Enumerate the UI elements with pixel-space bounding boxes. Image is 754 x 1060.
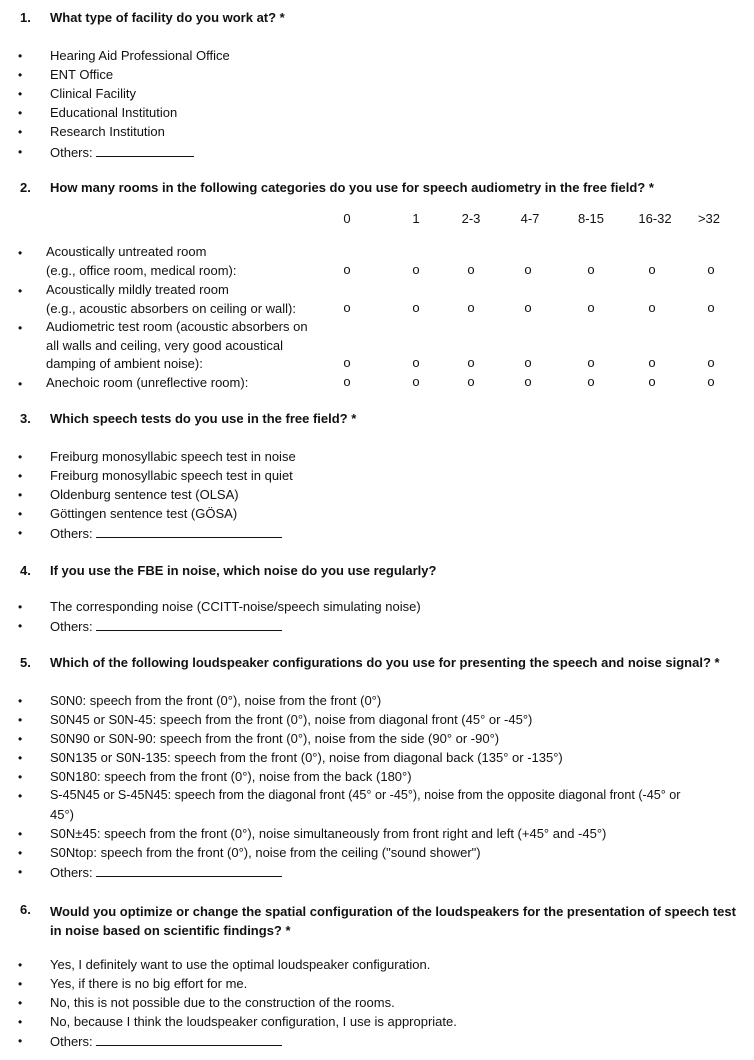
radio-option[interactable]: o (707, 374, 715, 389)
bullet: • (18, 827, 23, 841)
room-row-label (46, 318, 308, 374)
bullet: • (18, 526, 23, 540)
option-others[interactable] (50, 864, 282, 880)
bullet: • (18, 321, 23, 335)
option-label: Others: (50, 526, 93, 541)
option-label[interactable]: S0N90 or S0N-90: speech from the front (0°), noise from the side (90° or -90°) (50, 731, 500, 746)
bullet: • (18, 49, 23, 63)
bullet: • (18, 377, 23, 391)
option-label[interactable]: Yes, I definitely want to use the optimal loudspeaker configuration. (50, 957, 431, 972)
label-line: (e.g., office room, medical room): (46, 262, 237, 278)
column-header: >32 (697, 211, 721, 226)
question-text (50, 902, 736, 940)
option-label[interactable]: The corresponding noise (CCITT-noise/speech simulating noise) (50, 599, 421, 614)
column-header: 1 (412, 211, 420, 226)
radio-option[interactable]: o (648, 300, 656, 315)
question-number: 6. (20, 902, 31, 917)
bullet: • (18, 125, 23, 139)
option-label[interactable]: Educational Institution (50, 105, 178, 120)
bullet: • (18, 450, 23, 464)
question-number: 4. (20, 563, 31, 578)
option-label[interactable]: Yes, if there is no big effort for me. (50, 976, 248, 991)
radio-option[interactable]: o (412, 262, 420, 277)
question-text-line: in noise based on scientific findings? * (50, 923, 291, 938)
bullet: • (18, 732, 23, 746)
label-line: Acoustically mildly treated room (46, 282, 229, 297)
question-number: 3. (20, 411, 31, 426)
room-row-label (46, 243, 237, 280)
option-label[interactable]: Göttingen sentence test (GÖSA) (50, 506, 238, 521)
question-2-title (20, 180, 654, 195)
question-text-line: Would you optimize or change the spatial configuration of the loudspeakers for the presentation of speech test (50, 904, 736, 919)
question-number: 5. (20, 655, 31, 670)
others-input-line[interactable] (96, 618, 282, 631)
bullet: • (18, 1034, 23, 1048)
label-line: Anechoic room (unreflective room): (46, 375, 249, 390)
bullet: • (18, 770, 23, 784)
bullet: • (18, 694, 23, 708)
option-others[interactable] (50, 144, 194, 160)
column-header: 4-7 (520, 211, 540, 226)
question-number: 1. (20, 10, 31, 25)
radio-option[interactable]: o (467, 300, 475, 315)
radio-option[interactable]: o (343, 374, 351, 389)
bullet: • (18, 846, 23, 860)
bullet: • (18, 865, 23, 879)
option-label[interactable]: S0N135 or S0N-135: speech from the front (0°), noise from diagonal back (135° or -135°) (50, 750, 563, 765)
label-line: (e.g., acoustic absorbers on ceiling or wall): (46, 300, 297, 316)
option-label[interactable]: S0N0: speech from the front (0°), noise from the front (0°) (50, 693, 382, 708)
radio-option[interactable]: o (524, 374, 532, 389)
radio-option[interactable]: o (707, 300, 715, 315)
option-label[interactable]: S0Ntop: speech from the front (0°), noise from the ceiling ("sound shower") (50, 845, 481, 860)
option-label[interactable]: No, because I think the loudspeaker configuration, I use is appropriate. (50, 1014, 457, 1029)
option-others[interactable] (50, 1033, 282, 1049)
radio-option[interactable]: o (467, 262, 475, 277)
option-label[interactable]: Clinical Facility (50, 86, 136, 101)
bullet: • (18, 600, 23, 614)
column-header: 16-32 (638, 211, 672, 226)
option-label: Others: (50, 1034, 93, 1049)
question-text: Which of the following loudspeaker configurations do you use for presenting the speech and noise signal? * (50, 655, 720, 670)
option-label[interactable]: S0N45 or S0N-45: speech from the front (0°), noise from diagonal front (45° or -45°) (50, 712, 533, 727)
bullet: • (18, 469, 23, 483)
radio-option[interactable]: o (412, 355, 420, 370)
option-label[interactable]: ENT Office (50, 67, 114, 82)
radio-option[interactable]: o (587, 374, 595, 389)
radio-option[interactable]: o (343, 300, 351, 315)
radio-option[interactable]: o (412, 374, 420, 389)
question-5-title (20, 655, 720, 670)
radio-option[interactable]: o (648, 262, 656, 277)
column-header: 0 (343, 211, 351, 226)
radio-option[interactable]: o (707, 262, 715, 277)
question-1-title (20, 10, 285, 25)
others-input-line[interactable] (96, 864, 282, 877)
option-others[interactable] (50, 618, 282, 634)
label-line: Acoustically untreated room (46, 244, 207, 259)
option-label[interactable]: S-45N45 or S-45N45: speech from the diagonal front (45° or -45°), noise from the opposite diagonal front (-45° or (50, 788, 681, 802)
question-3-title (20, 411, 356, 426)
label-line: all walls and ceiling, very good acoustical (46, 337, 284, 353)
radio-option[interactable]: o (648, 355, 656, 370)
bullet: • (18, 507, 23, 521)
question-4-title (20, 563, 436, 578)
others-input-line[interactable] (96, 1033, 282, 1046)
question-number: 2. (20, 180, 31, 195)
room-row-label (46, 374, 248, 393)
bullet: • (18, 284, 23, 298)
column-header: 8-15 (577, 211, 605, 226)
bullet: • (18, 1015, 23, 1029)
option-label: Others: (50, 619, 93, 634)
option-label[interactable]: No, this is not possible due to the construction of the rooms. (50, 995, 395, 1010)
room-row-label (46, 281, 296, 318)
radio-option[interactable]: o (587, 300, 595, 315)
option-label[interactable]: Hearing Aid Professional Office (50, 48, 230, 63)
label-line: damping of ambient noise): (46, 356, 203, 371)
option-label[interactable]: Freiburg monosyllabic speech test in quiet (50, 468, 293, 483)
question-text: Which speech tests do you use in the free field? * (50, 411, 357, 426)
option-label[interactable]: S0N±45: speech from the front (0°), noise simultaneously from front right and left (+45° and -45°) (50, 826, 607, 841)
bullet: • (18, 958, 23, 972)
radio-option[interactable]: o (707, 355, 715, 370)
radio-option[interactable]: o (467, 374, 475, 389)
bullet: • (18, 713, 23, 727)
option-label: Others: (50, 865, 93, 880)
option-label[interactable]: Oldenburg sentence test (OLSA) (50, 487, 239, 502)
others-input-line[interactable] (96, 525, 282, 538)
bullet: • (18, 87, 23, 101)
bullet: • (18, 789, 23, 803)
radio-option[interactable]: o (524, 262, 532, 277)
radio-option[interactable]: o (587, 355, 595, 370)
bullet: • (18, 106, 23, 120)
bullet: • (18, 246, 23, 260)
question-text: If you use the FBE in noise, which noise do you use regularly? (50, 563, 437, 578)
bullet: • (18, 751, 23, 765)
question-6-title (20, 902, 736, 940)
bullet: • (18, 68, 23, 82)
option-others[interactable] (50, 525, 282, 541)
column-header: 2-3 (461, 211, 481, 226)
option-label-continued: 45°) (50, 807, 74, 822)
others-input-line[interactable] (96, 144, 194, 157)
option-label: Others: (50, 145, 93, 160)
radio-option[interactable]: o (343, 262, 351, 277)
option-label[interactable]: Freiburg monosyllabic speech test in noise (50, 449, 296, 464)
radio-option[interactable]: o (587, 262, 595, 277)
radio-option[interactable]: o (412, 300, 420, 315)
radio-option[interactable]: o (467, 355, 475, 370)
bullet: • (18, 996, 23, 1010)
bullet: • (18, 145, 23, 159)
bullet: • (18, 977, 23, 991)
option-label[interactable]: S0N180: speech from the front (0°), noise from the back (180°) (50, 769, 412, 784)
radio-option[interactable]: o (343, 355, 351, 370)
bullet: • (18, 619, 23, 633)
label-line: Audiometric test room (acoustic absorbers on (46, 319, 308, 334)
question-text: How many rooms in the following categories do you use for speech audiometry in the free field? * (50, 180, 654, 195)
bullet: • (18, 488, 23, 502)
radio-option[interactable]: o (524, 300, 532, 315)
option-label[interactable]: Research Institution (50, 124, 165, 139)
question-text: What type of facility do you work at? * (50, 10, 285, 25)
radio-option[interactable]: o (524, 355, 532, 370)
radio-option[interactable]: o (648, 374, 656, 389)
